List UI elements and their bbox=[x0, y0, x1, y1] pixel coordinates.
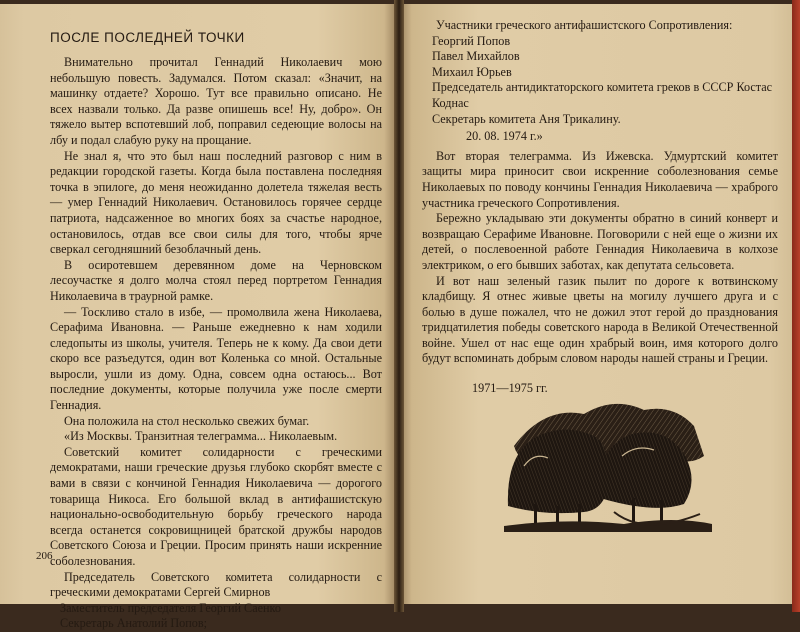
paragraph: Участники греческого антифашистского Сопротивления: bbox=[436, 18, 733, 32]
paragraph: Бережно укладываю эти документы обратно в синий конверт и возвращаю Серафиме Ивановне. Поговорили с ней еще о жизни их детей, о послевоенной работе Геннадия Николаевича в колхозе электриком, о его бывших заботах, как депутата сельсовета. bbox=[422, 211, 778, 272]
signature-line: Председатель антидиктаторского комитета греков в СССР Костас Коднас bbox=[432, 80, 773, 110]
left-page bbox=[0, 4, 396, 631]
right-page bbox=[400, 4, 794, 604]
book-gutter bbox=[394, 0, 404, 612]
paragraph: Не знал я, что это был наш последний разговор с ним в редакции городской газеты. Когда была поставлена последняя точка в эпилоге, до меня неожиданно долетела тяжелая весть — умер Геннадий Николаевич. Остановилось горячее сердце патриота, надсаженное во многих боях за счастье народное, остановилось, отдав все свои силы для того, чтобы ярче сверкал сегодняшний безоблачный день. bbox=[50, 148, 382, 257]
signature-line: Секретарь Анатолий Попов; bbox=[60, 616, 208, 631]
cover-edge bbox=[792, 0, 800, 612]
signature-line: Михаил Юрьев bbox=[432, 64, 512, 79]
woodcut-trees-illustration bbox=[504, 386, 712, 536]
page-number: 206 bbox=[36, 550, 53, 562]
signature-line: Павел Михайлов bbox=[432, 49, 520, 64]
chapter-title: ПОСЛЕ ПОСЛЕДНЕЙ ТОЧКИ bbox=[50, 30, 245, 45]
signature-line: Заместитель председателя Георгий Саенко bbox=[60, 600, 281, 615]
paragraph: Внимательно прочитал Геннадий Николаевич мою небольшую повесть. Задумался. Потом сказал: «Значит, на машинку отдаете? Хорошо. Тут все правильно описано. Не всех назвали только. Да разве опишешь все! Ну, добро». Он тяжело вытер вспотевший лоб, поправил седеющие волосы на лбу и подал слабую руку на прощание. bbox=[50, 55, 382, 147]
paragraph: Она положила на стол несколько свежих бумаг. bbox=[64, 413, 310, 428]
paragraph: «Из Москвы. Транзитная телеграмма... Николаевым. bbox=[64, 429, 338, 444]
signature-line: Секретарь комитета Аня Трикалину. bbox=[432, 111, 621, 126]
signature-block bbox=[422, 34, 778, 128]
paragraph: И вот наш зеленый газик пылит по дороге к вотвинскому кладбищу. Я отнес живые цветы на могилу лучшего друга и с болью в душе пожалел, что не дожил этот герой до празднования тридцатилетия победы советского народа в Великой Отечественной войне. Ушел от нас еще один храбрый воин, имя которого долго будут вспоминать добрым словом народы нашей страны и Греции. bbox=[422, 273, 778, 366]
years-line: 1971—1975 гг. bbox=[472, 381, 548, 396]
paragraph: Советский комитет солидарности с греческими демократами, наши греческие друзья глубоко скорбят вместе с вами в связи с кончиной Геннадия Николаевича — дорогого товарища Никоса. Его большой вклад в антифашистскую национально-освободительную борьбу греческого народа всегда останется сокровищницей братской дружбы народов Советского Союза и Греции. Просим принять наши искренние соболезнования. bbox=[50, 444, 382, 568]
paragraph: В осиротевшем деревянном доме на Черновском лесоучастке я долго молча стоял перед портретом Геннадия Николаевича в траурной рамке. bbox=[50, 257, 382, 303]
paragraph: — Тоскливо стало в избе, — промолвила жена Николаева, Серафима Ивановна. — Раньше ежедневно к нам ходили следопыты из школы, учителя. Теперь не к кому. Да свои дети скоро все разъедутся, один вот Коленька со мной. Остальные выросли, ушли из дому. Одна, совсем одна остаюсь... Вот последние документы, которые получила уже после смерти Геннадия. bbox=[50, 304, 382, 413]
paragraph: Вот вторая телеграмма. Из Ижевска. Удмуртский комитет защиты мира приносит свои искренние соболезнования семье Николаевых по поводу кончины Геннадия Николаевича — храброго участника греческого Сопротивления. bbox=[422, 148, 778, 210]
telegram-date: 20. 08. 1974 г.» bbox=[466, 129, 543, 144]
signature-block bbox=[50, 601, 382, 632]
signature-line: Георгий Попов bbox=[432, 33, 511, 48]
paragraph: Председатель Советского комитета солидарности с греческими демократами Сергей Смирнов bbox=[50, 569, 382, 600]
